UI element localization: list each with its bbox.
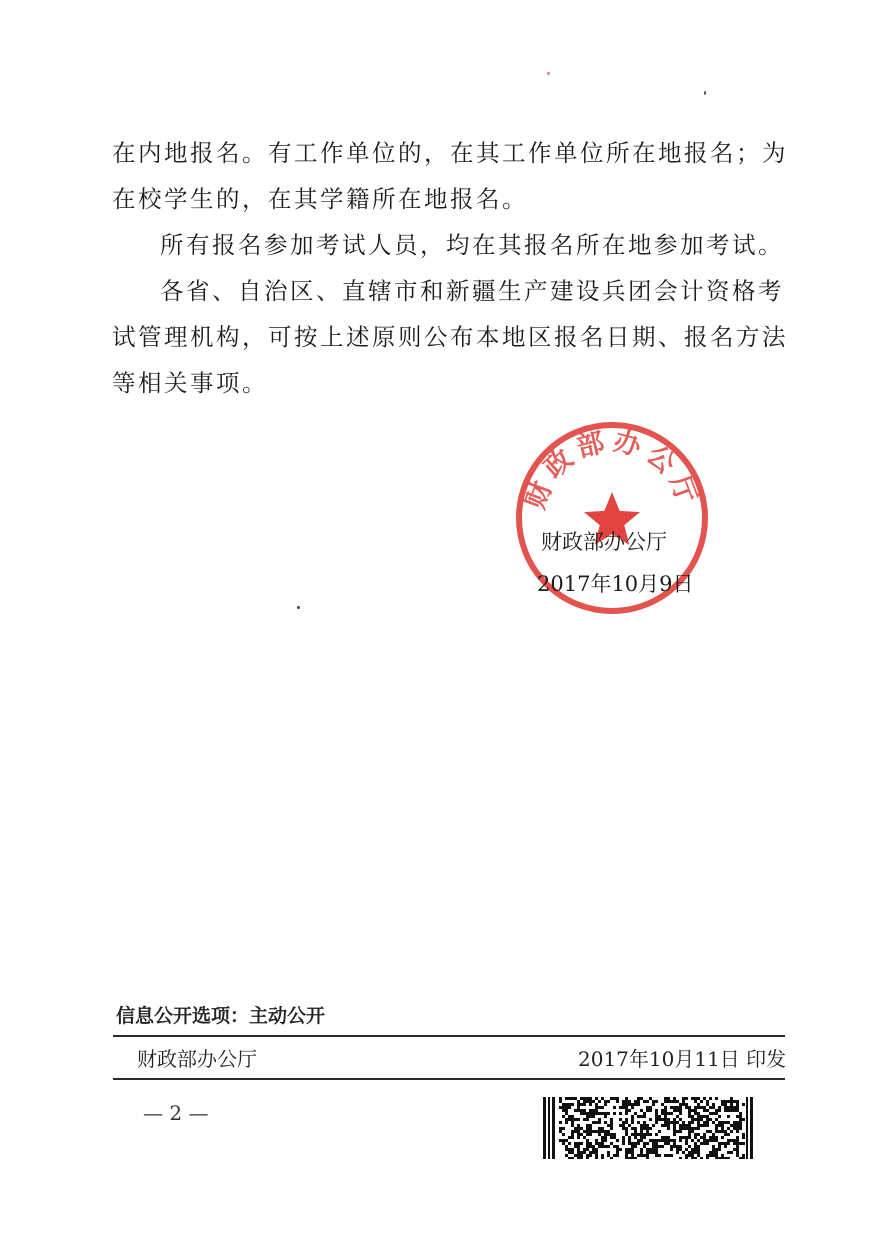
footer-issued-date: 2017年10月11日 印发 bbox=[578, 1047, 787, 1071]
signature-date: 2017年10月9日 bbox=[537, 572, 694, 596]
seal-text: 财政部办公厅 bbox=[520, 425, 704, 514]
footer-issuer: 财政部办公厅 bbox=[137, 1047, 257, 1071]
body-paragraph-3: 各省、自治区、直辖市和新疆生产建设兵团会计资格考试管理机构，可按上述原则公布本地区报名日期、报名方法等相关事项。 bbox=[112, 277, 788, 397]
scan-speck bbox=[547, 72, 550, 75]
scan-speck bbox=[704, 91, 706, 95]
disclosure-option: 信息公开选项：主动公开 bbox=[116, 1005, 326, 1027]
body-paragraph-2: 所有报名参加考试人员，均在其报名所在地参加考试。 bbox=[160, 231, 784, 259]
scan-speck bbox=[297, 606, 300, 609]
signature-issuer: 财政部办公厅 bbox=[541, 530, 667, 554]
footer-divider-top bbox=[113, 1035, 785, 1037]
page-number: — 2 — bbox=[143, 1101, 209, 1125]
barcode-icon bbox=[543, 1097, 755, 1159]
footer-divider-bottom bbox=[113, 1078, 785, 1080]
body-paragraph-1: 在内地报名。有工作单位的，在其工作单位所在地报名；为在校学生的，在其学籍所在地报名。 bbox=[112, 139, 788, 213]
